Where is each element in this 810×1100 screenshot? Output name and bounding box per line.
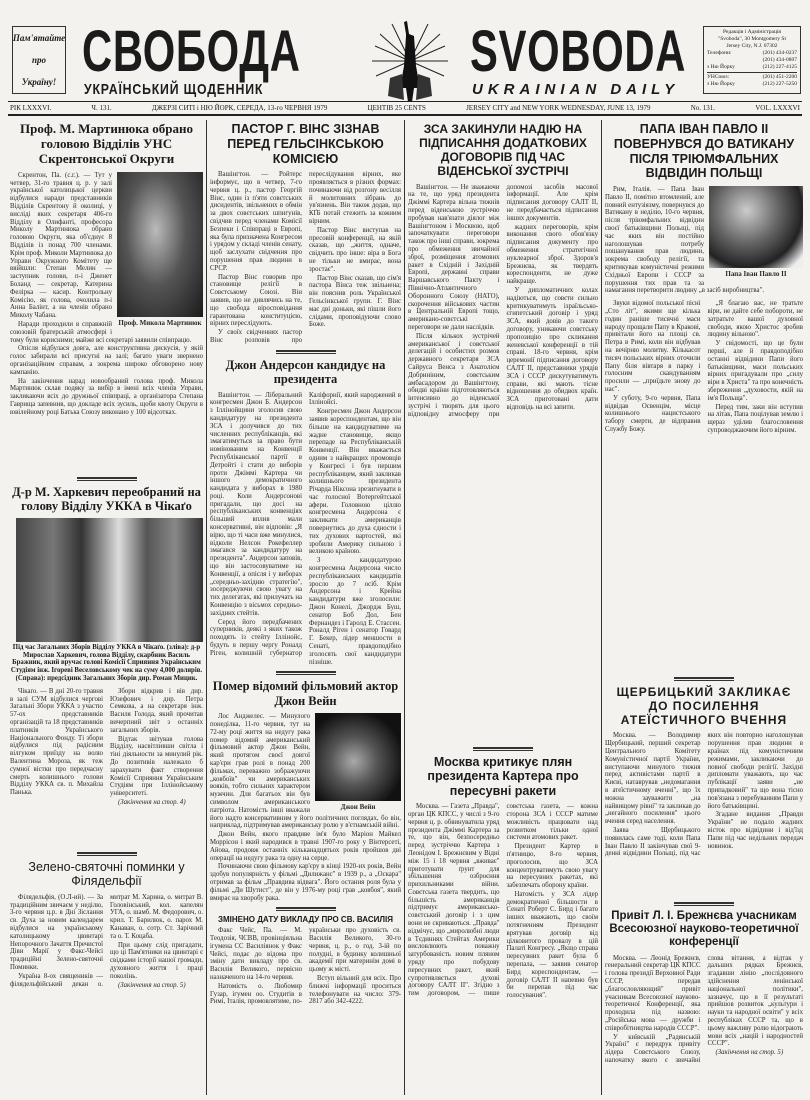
separator — [674, 902, 734, 906]
contact-label: з Ню Йорку — [707, 81, 735, 87]
contact-phone: (212) 227-4125 — [762, 64, 797, 70]
paragraph: Факс Чейс, Па. — М. Теодозія, ЧСВВ, провінціяльна ігумена СС Василіянок у Факс Чейсі, подає до відома про зміну дати викладу про св. Василія Великого, первісно назначеного на 14-го червня. — [210, 927, 302, 982]
headline-basil: ЗМІНЕНО ДАТУ ВИКЛАДУ ПРО СВ. ВАСИЛІЯ — [218, 915, 393, 925]
column-divider — [404, 120, 405, 1095]
article-body-kharkevych — [10, 688, 203, 807]
separator — [77, 852, 137, 856]
column-2 — [210, 122, 401, 1095]
paragraph: Чікаґо. — В дні 20-го травня в залі СУМ відбулися чергові Загальні Збори УККА з участю 57-ох представників організацій та 18 представників платників Українського Національного Фонду. Ті збори відбулися під радісним вілгуком приїзду на волю Валентина Мороза, як теж сумної вістки про передчасну смерть колишнього голови Відділу УККА св. п. Михайла Панька. — [10, 687, 103, 797]
article-missiles — [408, 747, 598, 1000]
continued-note: (Закінчення на стор. 5) — [118, 981, 186, 989]
dateline-number: No. 131. — [690, 104, 716, 112]
contact-phone: (201) 434-0807 — [762, 57, 797, 63]
paragraph: Скрентон, Па. (с.г.). — Тут у четвер, 31-го травня ц. р. у залі української католицької церкви відбулися наради представників Відділів Скрентону й околиці, у висліді яких секретаря 406-го Відділу в Олифанті, професора Миколу Мартинюка обрано головою Округи, яка об'єднує 8 Відділів із понад 700 членами. Крім проф. Миколи Мартинюка до Управи Окружного Комітету ще ввійшли: Степан Мелин — заступник голови, п-і Дженет Боланд — секретар, Катерина Фелірка — касир. Контрольну Комісію, як голова, очолила п-і Анна Балінт, а на членів обрано Миколу Чабана. — [10, 171, 112, 320]
continued-note: (Закінчення на стор. 5) — [715, 1049, 784, 1057]
paragraph: Заява Щербицького появилась саме тоді, коли Папа Іван Павло II закінчував свої 9-денні відвідини Польщі, під час яких він повторно наголошував порушення прав людини в країнах під комуністичним режимами, закликаючи до повної свободи релігії. Західні дипломати уважають, що час публікації заяви „не припадковий" та що вона тісно пов'язана з перебуванням Папи у його батьківщині. — [605, 732, 803, 858]
paragraph: Вашінгтон. — Ройтерс інформує, що в четвер, 7-го червня ц. р., пастор Георгій Вінс, один із п'яти совєтських дисидентів, звільнених в обмін за двох совєтських шпигунів, свідчив перед членами Комісії Безпеки і Співпраці в Европі, яка була призначена Конгресом і урядом у складі членів сенату, щоб заслухати свідчення про порушення прав людини в СРСР. — [210, 171, 302, 272]
paragraph: Звуки відомої польської пісні „Сто літ", якими ще кілька годин раніше тисячні маси народу прощали Папу в Кракові, привітали його на площі св. Петра в Римі, коли він відбував на вечірню молитву. Кількасот тисяч польських вірних оточили Папу біля вівтаря в парку і голосним скандуванням просили — „приїдьте знову до нас". — [605, 300, 701, 393]
paragraph: Вашінгтон. — Не зважаючи на те, що уряд президента Джіммі Картера вільна тижнів перед віденською зустріччю пробував нав'язати діялог між Вашінгтоном і Москвою, щоб започаткувати переговори також про інші справи, зокрема про обмеження звичайної зброї, розміщення атомових ракет в Східній і Західній Европі, державні справи Варшавського Пакту і Північно-Атлантичного Оборонного Союзу (НАТО), скорочення військових частин в Центральній Европі тощо, американо-совєтські переговори не дали наслідків. — [408, 183, 500, 331]
paragraph: Відтак звітував голова Відділу, насвітливши світла і тіні діяльности за минулий рік. До позитивів належало б зарахувати факт створення Комісії Сприяння Українським Студіям при Іллінойському університеті. — [110, 735, 203, 798]
dateline-year: РІК LXXXVI. — [10, 104, 52, 112]
contact-phone: (201) 451-2200 — [762, 74, 797, 80]
contact-label: Телефони: — [707, 50, 732, 56]
article-green-holidays — [10, 852, 203, 989]
headline-kharkevych: Д-р М. Харкевич переобраний на голову Відділу УККА в Чікаґо — [12, 485, 201, 514]
separator — [473, 747, 533, 751]
motto-line: Україну! — [21, 77, 57, 87]
contact-label: УНСоюз: — [707, 74, 730, 80]
paragraph: Натомість о. Любомир Гузар, ігумен оо. Студитів в Римі, Італія, промовлятиме, по-українськи про духовість св. Василія Великого, 30-го червня, ц. р., о год. 3-ій по полудні, в будинку колишньої академії при материнім домі в цьому ж місті. — [210, 927, 401, 1006]
contact-header: "Svoboda", 30 Montgomery St — [717, 36, 787, 42]
paragraph: Україна 8-ох священиків — філядельфійський декан о. митрат М. Харина, о. митрат В. Головінський, кол. капелян УГА, о. шамб. М. Федорович, о. крил. Т. Барилюк, о. парох М. Канаван, о. сотр. Ст. Зарічний та о. Т. Коцаба. — [10, 893, 203, 988]
paragraph: Згадане видання „Правди України" не подало жадних вісток про відвідини і від'їзд Папи під час недільних передач новинок. — [707, 811, 803, 850]
paragraph: На закінчення нарад новообраний голова проф. Микола Мартинюк склав подяку за вибір в імені всіх членів Управи, закликаючи всіх до дружньої співпраці, а організатора Степана Гаврища запевнив, що докладе всіх зусиль, щоби квоту Округи в ювілейному році Батька Союзу виконано у 100 відсотках. — [10, 377, 203, 416]
caption-wayne: Джон Вейн — [340, 803, 376, 812]
dateline-volume: VOL. LXXXVI — [755, 104, 800, 112]
paragraph: Пастор Вінс говорив про становище релігії в Совєтському Союзі. Він заявив, що не дивлячись на те, що свобода віросповідання гарантована конституцією, вірних переслідують. — [210, 273, 302, 328]
article-body-wayne — [210, 713, 401, 902]
column-divider — [601, 120, 602, 1095]
paragraph: Москва. — Володимир Щербицький, перший секретар Центрального Комітету Комуністичної партії України, виступаючи минулого тижня перед активістами партії в Києві, натаврував „недомагання в атеїстичному вченні", що їх можна зауважити „на найвищому рівні" та закликав до „негайного посилення" цього вчення серед населення. — [605, 732, 701, 826]
separator — [276, 907, 336, 911]
headline-vins: ПАСТОР Г. ВІНС ЗІЗНАВ ПЕРЕД ГЕЛЬСІНКСЬКОЮ КОМІСІЄЮ — [227, 122, 384, 166]
headline-shcherbytsky: ЩЕРБИЦЬКИЙ ЗАКЛИКАЄ ДО ПОСИЛЕННЯ АТЕЇСТИЧНОГО ВЧЕННЯ — [616, 685, 792, 728]
article-body-pope-cont — [605, 300, 803, 435]
paragraph: Серед його передбачених суперників, деякі з яких також походять із стейту Іллінойс, будуть в першу чергу Роналд Ріген, колишній губернатор Каліфорнії, який народжений в Іллінойсі. — [210, 391, 401, 657]
separator — [276, 671, 336, 675]
paragraph: Пастор Вінс виступав на пресовій конференції, на якій сказав, що „життя, одначе, свідчить про інше: віра в Бога не тільки не вмирає, вона зростає". — [309, 226, 401, 273]
paragraph: Після кількох зустрічей американської і совєтської делегацій і особистих розмов державного секретаря ЗСА Сайруса Венса з Анатолієм Добриніним, совєтським амбасадором до Вашінгтону, обидві країни підготовляються інтенсивно до віденської зустрічі і творять для цього відповідну атмосферу при допомозі засобів масової інформації. Але крім підписання договору САЛТ II, не передбачається підписання інших документів. — [408, 183, 598, 418]
dateline-date-en: JERSEY CITY and NEW YORK WEDNESDAY, JUNE 13, 1979 — [466, 104, 651, 112]
motto-line: Пам'ятайте — [12, 33, 66, 43]
rule — [8, 114, 802, 116]
article-body-missiles — [408, 803, 598, 1000]
article-body-shcherbytsky — [605, 732, 803, 858]
paragraph: Джон Вейн, якого правдиве ім'я було Маріон Майкел Моррісон і який народився в травні 1907-го року у Вінтерсеті, Айова, продовж останніх кільканадцятьох років пройшов дві операції на недугу рака та одну на серце. — [210, 831, 401, 862]
paragraph: „Я благаю вас, не тратьте віри, не дайте себе поборoти, не затратьте вашої духовної свободи, якою Христос зробив людину вільною". — [707, 300, 803, 339]
headline-pope: ПАПА ІВАН ПАВЛО II ПОВЕРНУВСЯ ДО ВАТИКАНУ ПІСЛЯ ТРІЮМФАЛЬНИХ ВІДВІДИН ПОЛЬЩІ — [613, 122, 795, 181]
article-body-brezhnev — [605, 955, 803, 1065]
headline-martyniuk: Проф. М. Мартинюка обрано головою Відділів УНС Скрентонської Округи — [20, 122, 193, 166]
article-wayne — [210, 671, 401, 902]
motto-box — [12, 26, 66, 94]
caption-kharkevych: Під час Загальних Зборів Відділу УККА в Чікаґо. (зліва): д-р Мирослав Харкевич, голова Відділу, скарбник Василь Бражник, який вручає голові Комісії Сприяння Українським Студіям інж. Ігореві Веселовському чек на суму 4,000 долярів. (Справа): предсідник Загальних Зборів дир. Роман Мицик. — [10, 643, 203, 682]
article-anderson — [210, 350, 401, 667]
paragraph: Філядельфія, (О.Л-ий). — За традиційним звичаєм у неділю, 3-го червня ц.р. в Дні Зіслання св. Духа за новим календарем відбулися на українському католицькому цвинтарі Непорочного Зачаття Пречистої Діви Марії у Факс-Чейсі традиційні Зелено-святочні Поминки. — [10, 893, 103, 971]
headline-treaties: ЗСА ЗАКИНУЛИ НАДІЮ НА ПІДПИСАННЯ ДОДАТКОВИХ ДОГОВОРІВ ПІД ЧАС ВІДЕНСЬКОЇ ЗУСТРІЧІ — [419, 122, 587, 179]
paragraph: Наради проходили в справжній союзовій братерській атмосфері і тому були корисними; майже всі секретарі заявили співпрацю. — [10, 320, 192, 344]
paragraph: Опісля відбулася довга, але конструктивна дискусія, у якій голос забирали всі присутні на залі; багато уваги звернено організаційним справам, а зокрема широко обговорено нову кампанію. — [10, 345, 203, 376]
headline-wayne: Помер відомий фільмовий актор Джон Вейн — [212, 679, 399, 708]
paragraph: У своїх свідченнях пастор Вінс розповів про переслідування вірних, яке проявляється в різних формах: починаючи від розгону весілля й молитовних зібрань до ув'язнень. Він також додав, що КҐБ потай стежить за кожним вірним. — [210, 171, 401, 344]
dateline-issue: Ч. 131. — [91, 104, 112, 112]
paragraph: Натомість у ЗСА лідер демократичної більшости в Сенаті Роберт С. Бирд і багато інших вважають, що своїм потягненням Президент врятував договір від цілковитого провалу в цій Палаті Конгресу. „Якщо справа пересувних ракет була б перепала, — заявив сенатор Бирд кореспондентам, — договір САЛТ II напевно був би перепав під час голосування". — [506, 890, 598, 1000]
paragraph: У дипломатичних колах надіються, що совєти сильно критикуватимуть ізраїльсько-єгипетський договір і уряд ЗСА, який довів до такого договору, уникаючи совєтську пропозицію про скликання женевської конференції в тій справі. 18-го червня, крім церемонії підписання договору САЛТ II, представники урядів ЗСА і СССР дискутуватимуть справи, які мають тісне відношення до обидвох країн. ЗСА приготовані дати відповідь на всі запити. — [506, 286, 598, 411]
article-shcherbytsky — [605, 677, 803, 897]
contact-header: Редакція і Адміністрація — [723, 29, 781, 35]
paragraph: У суботу, 9-го червня, Папа відвідав Освенцім, місце колишнього нацистського табору смерти, де відправив Службу Божу. — [605, 394, 701, 433]
paragraph: Починаючи свою фільмову кар'єру в кінці 1920-их років, Вейн здобув популярність у фільмі „Дилижанс" в 1939 р., а „Оскара" отримав за фільм „Правдива відвага". Його остання роля була у фільмі „Ди Шутист", де він у 1976-му році грав „ковбоя", який вмирає на хворобу рака. — [210, 863, 401, 902]
figure-pope — [709, 186, 803, 278]
contact-phone: (212) 227-5250 — [762, 81, 797, 87]
article-body-anderson — [210, 392, 401, 667]
photo-kharkevych-meeting — [16, 518, 203, 642]
article-pope — [605, 122, 803, 672]
paragraph: Збори відкрив і вів дир. Юзефович і дир. Петра Семкова, а на секретаря інж. Василя Голода, який прочитав вичерпний звіт з останніх загальних зборів. — [110, 687, 203, 734]
paragraph: З кандидатурою конгресмена Андерсона число республіканських кандидатів зросло до 7 осіб. Крім Андерсона і Крейна кандидатури вже зголосили: Джон Конелі, Джордж Буш, сенатор Боб Дол, Бен Фернандез і Гаролд Е. Стассен. Роналд Ріген і сенатор Говард Г. Бекер, лідер меншости в Сенаті, правдоподібно зголосять свої кандидатури пізніше. — [309, 557, 401, 666]
contact-box — [703, 26, 801, 94]
paragraph: При цьому слід пригадати, що ці Пам'ятники на цвинтарі є свідками історії нашої громади, духовного життя і праці поколінь. — [110, 941, 203, 980]
photo-martyniuk — [117, 172, 203, 317]
column-divider — [206, 120, 207, 1095]
paragraph: Перед тим, заки він вступив на літак, Папа поцілував землю і щераз уділив благословення супроводжаючим його вірним. — [707, 403, 803, 434]
contact-label: з Ню Йорку — [707, 64, 735, 70]
article-body-pope — [605, 186, 803, 295]
paragraph: Вступ вільний для всіх. Про ближчі інформації проситься телефонувати на число: 379-2817 або 342-4222. — [309, 975, 401, 1006]
rule — [8, 101, 802, 102]
paragraph: Конгресмен Джон Андерсон заявив кореспондентам, що він більше на кандидуватиме на жадне становище, якщо перепаде на Республіканській Конвенції. Він вважається одним з найкращих промовців у Конгресі і був першим республіканцем, який закликав колишнього президента Річарда Ніксона зрезигнувати в час голосної Вотергейтської афери. Головною ціллю конгресмена Андерсона є закликати американців повернутись до духа єдности і тих духових вартостей, які зробили Америку сильною і великою країною. — [309, 408, 401, 556]
paragraph: Президент Картер в п'ятницю, 8-го червня, проголосив, що ЗСА концентруватимуть свою увагу на пересувних ракетах, які забезпечать оборону країни. — [506, 843, 598, 890]
paragraph: Пастор Вінс сказав, що сім'я пастора Вінса теж звільнена; він пояснив роль Української Гельсінкської групи. Г. Вінс має дві доньки, які пішли його слідами, проповідуючи слово Боже. — [309, 274, 401, 329]
motto-line: про — [31, 55, 46, 65]
article-basil — [210, 907, 401, 1006]
contact-header: Jersey City, N.J. 07302 — [726, 43, 778, 49]
title-ua: СВОБОДА — [82, 19, 301, 84]
dateline-date-ua: ДЖЕРЗІ СИТІ і НЮ ЙОРК, СЕРЕДА, 13-го ЧЕРВНЯ 1979 — [151, 104, 328, 112]
paragraph: У київській „Радянській Україні" є передрук привіту лідера Совєтського Союзу, напочатку якого є звичайні слова вітання, а відтак у дальших рядках Брежнєв, згадавши лінію „послідовного здійснення ленінської національної політики", зазначує, що в її результаті прийшов розвиток „культури і науки та народної освіти" у всіх республіках СССР та, що в цьому важливу ролю відограють мови всіх „націй і народностей СССР". — [605, 954, 803, 1065]
separator — [276, 350, 336, 354]
paragraph: Москва. — Газета „Правда", орган ЦК КПСС, у числі з 9-го червня ц. р. обвинуватила уряд президента Джіммі Картера за те, що він, безпосередньо перед зустріччю Картера з Леонідом І. Брежнєвим у Відні між 15 і 18 червня „вживає" приготувати ґрунт для збільшення озброєння прихильниками війни. Совєтська газета твердить, що більшість американців підтримує американсько-совєтський договір і з цим вони не скриваються. „Правда" відмічує, що „миролюбні люди в Тєдиннях Стейтах Америки висловлюють поважну затурбованість новим пляном уряду про побудову пересувних ракет, який супротивляється духові договору САЛТ II". Згідно з тим договором, — пише совєтська газета, — кожна сторона ЗСА і СССР матиме можливість працювати над розвитком тільки одної системи атомових ракет. — [408, 803, 598, 998]
continued-note: (Закінчення на стор. 4) — [118, 798, 186, 806]
article-kharkevych — [10, 477, 203, 847]
article-body-vins — [210, 171, 401, 345]
paragraph: жадних переговорів, крім виконання свого обов'язку підписання документу про обмеження стратегічної нуклеарної зброї. Здоров'я Брежнєва, як твердять кореспонденти, не дуже найкраще. — [506, 223, 598, 286]
statue-of-liberty-emblem-icon — [370, 16, 450, 102]
article-body-martyniuk — [10, 172, 203, 417]
figure-martyniuk — [117, 172, 203, 327]
caption-martyniuk: Проф. Микола Мартинюк — [118, 318, 202, 327]
title-en: SVOBODA — [470, 19, 687, 84]
figure-wayne — [315, 713, 401, 811]
separator — [674, 677, 734, 681]
dateline — [10, 104, 800, 112]
headline-brezhnev: Привіт Л. І. Брежнєва учасникам Всесоюзної науково-теоретичної конференції — [609, 910, 799, 949]
article-treaties — [408, 122, 598, 742]
paragraph: Вашінгтон. — Ліберальний конгресмен Джон Б. Андерсон з Іллінойщини зголосив свою кандидатуру на президента ЗСА і долучився до тих численних республіканців, які змагатимуться за право бути номінованим на Конвенції Республіканської партії в Детройті і стати до виборів проти Джіммі Картера чи іншого демократичного кандидата у виборах в 1980 році. Коли Андерсонові пригадали, що досі на республіканських конвенціях більший вплив мали консервативні, він відповів: „Я вірю, що ті часи вже минулися, відколи Нелсон Рокефеллер змагався за кандидатуру на президента". Андерсон заповів, що він застосовуватиме на Конвенції, а опісля і у виборах „середньо-західню стратегію", зосереджуючи свою увагу на тих делегатах, які прилучать на Конвенцію з вісьмох середньо-західних стейтів. — [210, 391, 302, 617]
headline-missiles: Москва критикує плян президента Картера про пересувні ракети — [427, 755, 579, 798]
separator — [77, 477, 137, 481]
dateline-price: ЦЕНТІВ 25 CENTS — [367, 104, 426, 112]
paragraph: У свідомості, що це були перші, але й правдоподібно останні відвідини Папи його батьківщини, маси польських вірних пригадували про „силу віри в Христа" та про конечність збереження „духовости, якій на ім'я Польща". — [707, 340, 803, 402]
article-martyniuk — [10, 122, 203, 472]
subtitle-en: UKRAINIAN DAILY — [472, 81, 680, 98]
article-body-treaties — [408, 184, 598, 419]
column-3 — [408, 122, 598, 1095]
photo-pope — [709, 186, 803, 268]
paragraph: Москва. — Леонід Брежнєв, генеральний секретар ЦК КПСС і голова президії Верховної Ради СССР, передав „благословляющий" привіт учасникам Всесоюзної науково-теоретичної Конференції, яка проходила під назвою: „Російська мова — дружби і співробітництва народів СССР". — [605, 954, 701, 1032]
paragraph: Лос Анджелес. — Минулого понеділка, 11-го червня, тут на 72-му році життя на недугу рака помер відомий американський фільмовий актор Джон Вейн, який протягом своєї довгої кар'єри грав ролі в понад 200 фільмах, переважно зображуючи „ковбоїв" чи американських вояків, тобто сильних характером мужчин. Для багатьох він був символом американського патріота. Натомість інші вважали його надто консервативним у його політичних поглядах, бо він, наприклад, підтримував американську ролю у в'єтнамській війні. — [210, 713, 401, 830]
photo-john-wayne — [315, 713, 401, 801]
article-body-basil — [210, 927, 401, 1006]
headline-anderson: Джон Андерсон кандидує на президента — [225, 357, 386, 387]
paragraph: Рим, Італія. — Папа Іван Павло II, помітно втомлений, але повний ентузіязму, повернувся до Ватикану в неділю, 10-го червня, після тріюмфальних відвідин своєї батьківщини Польщі, під час яких він постійно наголошував потребу пошанування прав людини, зокрема свободу релігії, та критикував комуністичні режими Східньої Европи і СССР за порушення тих прав та за намагання перетворити людину „в засіб виробництва". — [605, 186, 765, 295]
caption-pope: Папа Іван Павло II — [725, 270, 787, 278]
headline-green-holidays: Зелено-святочні поминки у Філядельфії — [28, 860, 185, 889]
article-body-green-holidays — [10, 894, 203, 990]
subtitle-ua: УКРАЇНСЬКИЙ ЩОДЕННИК — [84, 81, 264, 98]
article-vins — [210, 122, 401, 345]
column-4 — [605, 122, 803, 1095]
contact-phone: (201) 434-0237 — [762, 50, 797, 56]
article-brezhnev — [605, 902, 803, 1065]
column-1 — [10, 122, 203, 1095]
